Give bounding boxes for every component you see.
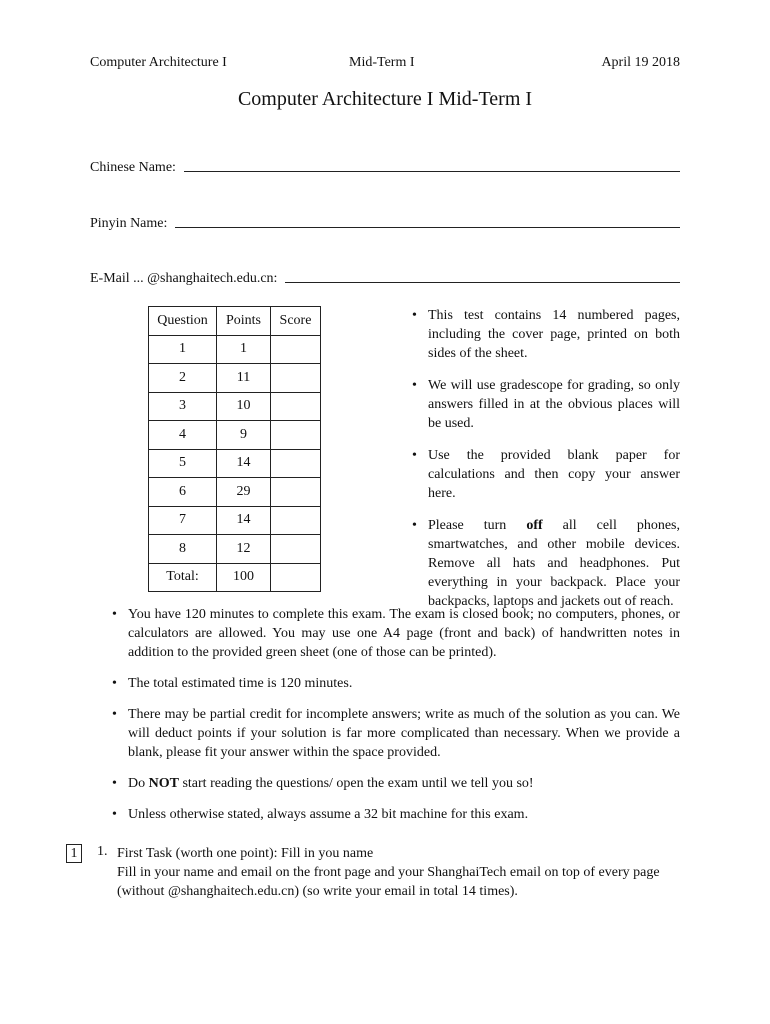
points-cell: 29 bbox=[217, 478, 271, 507]
list-item: • You have 120 minutes to complete this exam. The exam is closed book; no computers, phones, or calculators are allowed. You may use one A4 page (front and back) of handwritten notes in addition to the provided green sheet (one of those can be printed). bbox=[108, 605, 680, 662]
question-cell: 5 bbox=[149, 449, 217, 478]
table-row bbox=[149, 506, 321, 535]
points-cell: 9 bbox=[217, 421, 271, 450]
col-header-score: Score bbox=[271, 307, 321, 336]
question-cell: 3 bbox=[149, 392, 217, 421]
email-field[interactable] bbox=[90, 271, 680, 287]
chinese-name-blank[interactable] bbox=[184, 170, 680, 172]
points-cell: 1 bbox=[217, 335, 271, 364]
text-segment: Please turn bbox=[428, 518, 527, 533]
score-cell[interactable] bbox=[271, 535, 321, 564]
chinese-name-label: Chinese Name: bbox=[90, 160, 176, 175]
question-text: Fill in your name and email on the front page and your ShanghaiTech email on top of every page (without @shanghaitech.edu.cn) (so write your email in total 14 times). bbox=[117, 865, 660, 899]
question-points-box: 1 bbox=[66, 844, 82, 863]
score-table bbox=[148, 306, 321, 592]
list-item: • Unless otherwise stated, always assume a 32 bit machine for this exam. bbox=[108, 805, 680, 824]
question-cell: 4 bbox=[149, 421, 217, 450]
pinyin-name-field[interactable] bbox=[90, 216, 680, 232]
question-cell: 7 bbox=[149, 506, 217, 535]
score-cell[interactable] bbox=[271, 392, 321, 421]
email-label: E-Mail ... @shanghaitech.edu.cn: bbox=[90, 271, 278, 286]
email-blank[interactable] bbox=[285, 281, 680, 283]
score-cell[interactable] bbox=[271, 506, 321, 535]
question-cell: 2 bbox=[149, 364, 217, 393]
score-cell[interactable] bbox=[271, 449, 321, 478]
points-cell: 10 bbox=[217, 392, 271, 421]
points-cell: 11 bbox=[217, 364, 271, 393]
table-row bbox=[149, 449, 321, 478]
chinese-name-field[interactable] bbox=[90, 160, 680, 176]
total-points: 100 bbox=[217, 563, 271, 592]
points-cell: 14 bbox=[217, 449, 271, 478]
table-row bbox=[149, 421, 321, 450]
table-total-row bbox=[149, 563, 321, 592]
question-cell: 6 bbox=[149, 478, 217, 507]
text-segment: Do bbox=[128, 776, 149, 791]
question-number: 1. bbox=[97, 844, 108, 859]
table-row bbox=[149, 535, 321, 564]
score-cell[interactable] bbox=[271, 478, 321, 507]
score-cell[interactable] bbox=[271, 335, 321, 364]
points-cell: 12 bbox=[217, 535, 271, 564]
header-course: Computer Architecture I bbox=[90, 55, 227, 70]
table-row bbox=[149, 392, 321, 421]
side-instructions bbox=[408, 306, 680, 624]
pinyin-name-label: Pinyin Name: bbox=[90, 216, 168, 231]
list-item: • There may be partial credit for incomplete answers; write as much of the solution as you can. We will deduct points if your solution is far more complicated than necessary. When we provide a blank, please fit your answer within the space provided. bbox=[108, 705, 680, 762]
text-segment: all cell phones, smartwatches, and other mobile devices. Remove all hats and headphones. Put everything in your backpack. Place your backpacks, laptops and jackets out of reach. bbox=[428, 518, 680, 609]
col-header-points: Points bbox=[217, 307, 271, 336]
page-title: Computer Architecture I Mid-Term I bbox=[237, 88, 533, 110]
question-1 bbox=[117, 844, 682, 901]
score-cell[interactable] bbox=[271, 364, 321, 393]
list-item bbox=[408, 516, 680, 611]
col-header-question: Question bbox=[149, 307, 217, 336]
emphasis-not: NOT bbox=[148, 776, 179, 791]
question-cell: 1 bbox=[149, 335, 217, 364]
score-cell[interactable] bbox=[271, 421, 321, 450]
table-row bbox=[149, 478, 321, 507]
text-segment: start reading the questions/ open the exam until we tell you so! bbox=[178, 776, 534, 791]
total-label: Total: bbox=[149, 563, 217, 592]
main-instructions bbox=[108, 605, 680, 836]
list-item: • This test contains 14 numbered pages, including the cover page, printed on both sides of the sheet. bbox=[408, 306, 680, 363]
list-item: • Use the provided blank paper for calculations and then copy your answer here. bbox=[408, 446, 680, 503]
emphasis-off: off bbox=[526, 518, 543, 533]
list-item: • We will use gradescope for grading, so only answers filled in at the obvious places will be used. bbox=[408, 376, 680, 433]
header-date: April 19 2018 bbox=[601, 55, 680, 70]
table-header-row bbox=[149, 307, 321, 336]
header-exam: Mid-Term I bbox=[349, 55, 415, 70]
pinyin-name-blank[interactable] bbox=[175, 226, 680, 228]
points-cell: 14 bbox=[217, 506, 271, 535]
question-title: First Task (worth one point): Fill in you name bbox=[117, 846, 374, 861]
list-item bbox=[108, 774, 680, 793]
list-item: • The total estimated time is 120 minutes. bbox=[108, 674, 680, 693]
total-score-cell[interactable] bbox=[271, 563, 321, 592]
table-row bbox=[149, 335, 321, 364]
question-cell: 8 bbox=[149, 535, 217, 564]
table-row bbox=[149, 364, 321, 393]
